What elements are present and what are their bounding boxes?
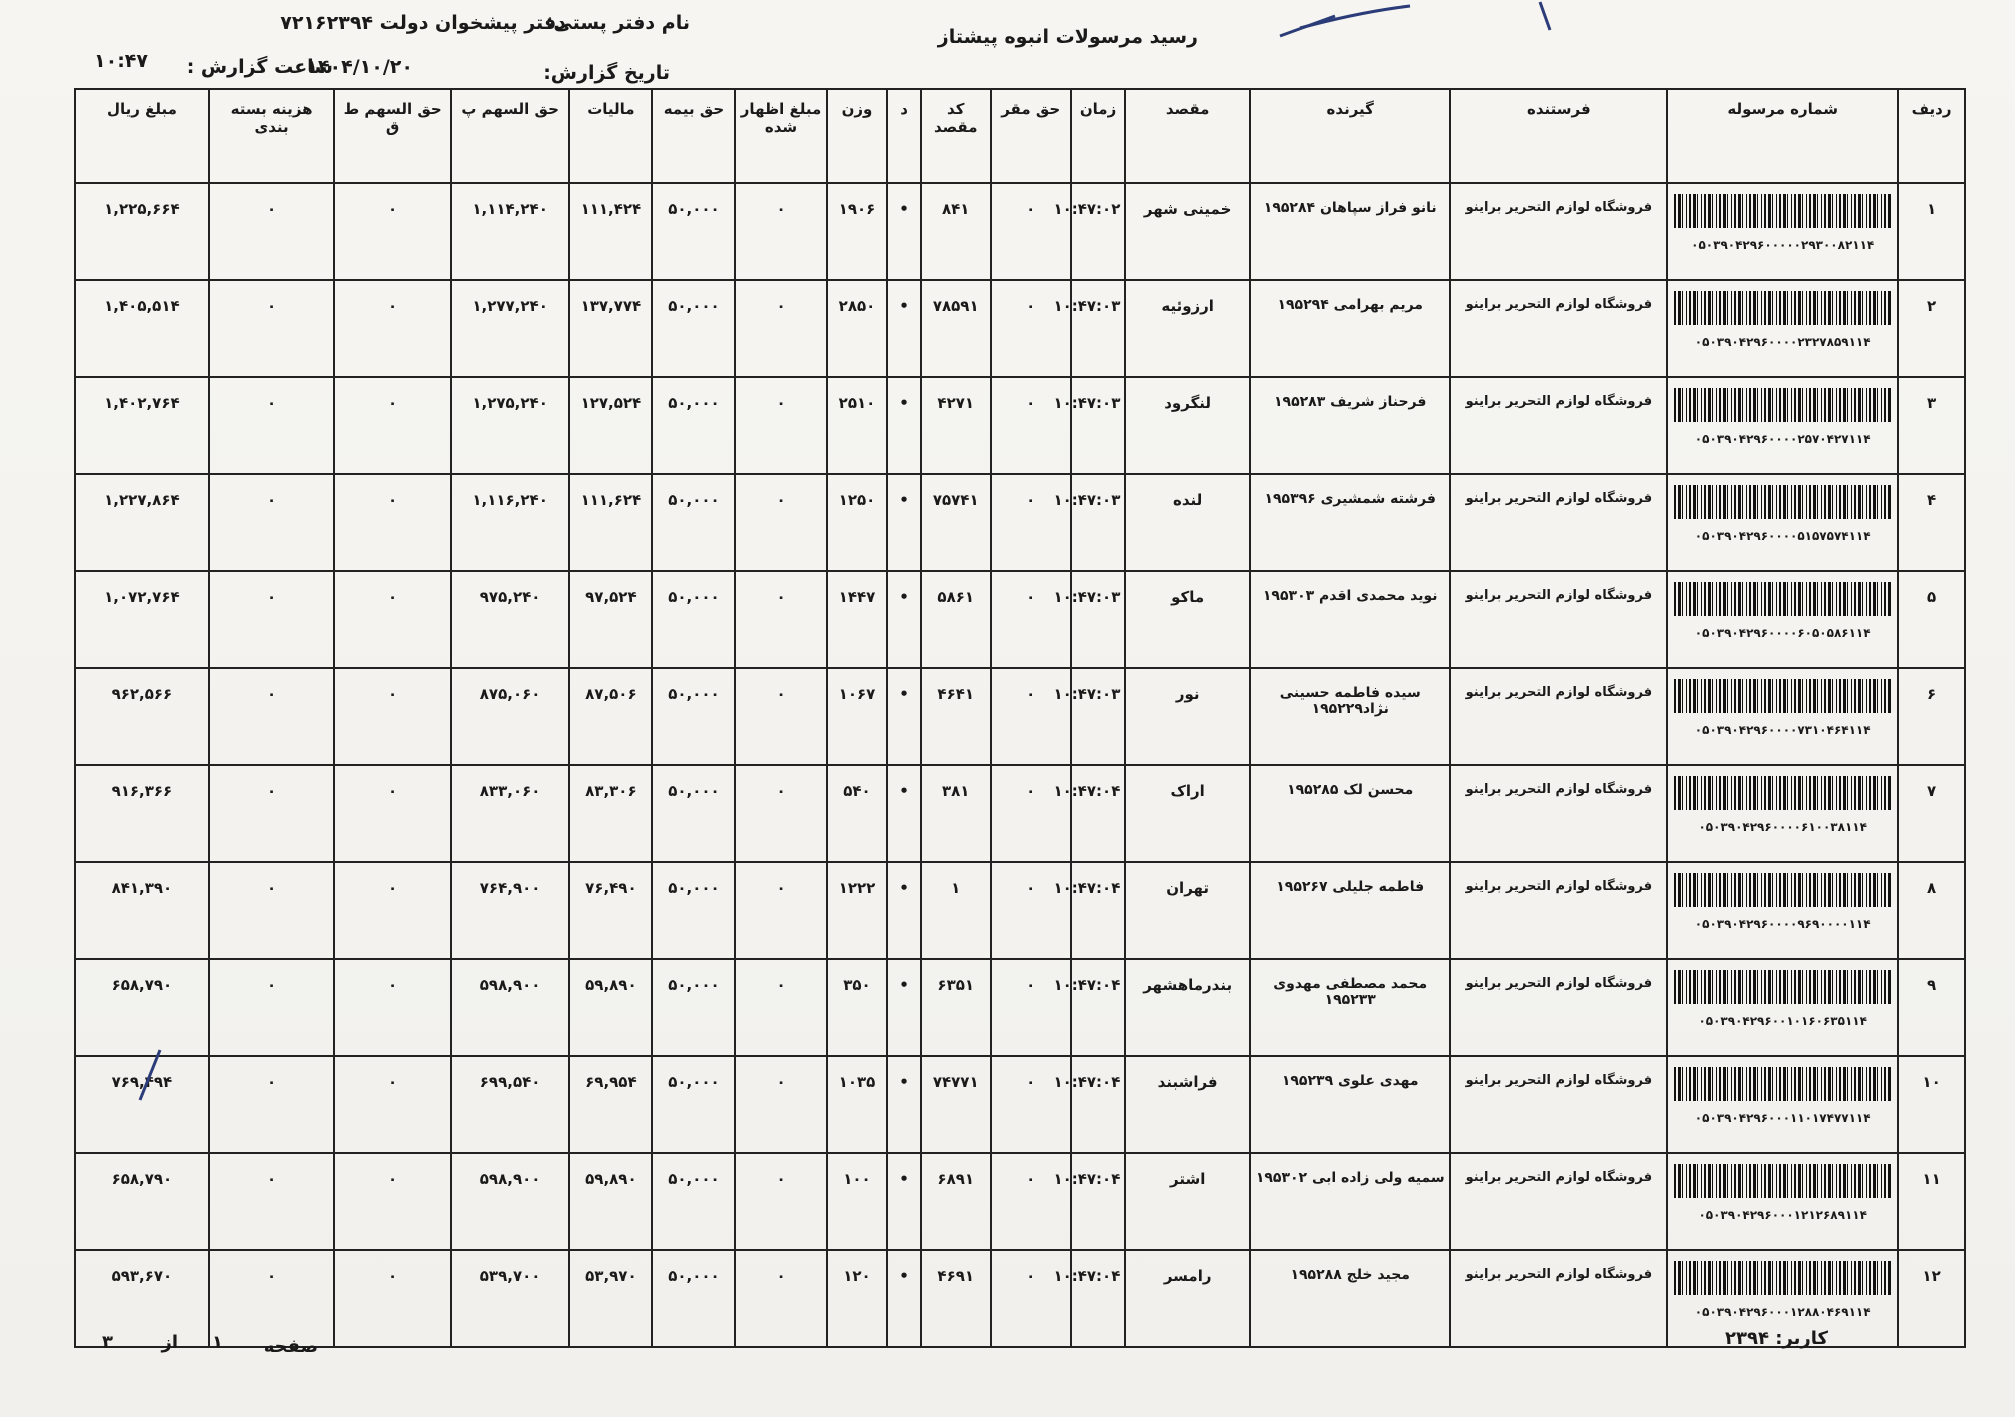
cell-share_p: ۱,۱۱۶,۲۴۰	[451, 474, 570, 571]
cell-insurance: ۵۰,۰۰۰	[652, 668, 735, 765]
cell-declared: ۰	[735, 862, 826, 959]
cell-packing: ۰	[209, 668, 335, 765]
cell-code: ۳۸۱	[921, 765, 991, 862]
report-time-label: ساعت گزارش :	[186, 56, 333, 78]
barcode-number: ۰۵۰۳۹۰۴۲۹۶۰۰۰۰۲۳۲۷۸۵۹۱۱۴	[1694, 335, 1871, 349]
cell-dest: تهران	[1125, 862, 1250, 959]
cell-share_tq: ۰	[334, 959, 450, 1056]
cell-insurance: ۵۰,۰۰۰	[652, 765, 735, 862]
cell-packing: ۰	[209, 377, 335, 474]
cell-maqar: ۰	[991, 959, 1071, 1056]
cell-n: ۷	[1898, 765, 1965, 862]
cell-code: ۵۸۶۱	[921, 571, 991, 668]
cell-n: ۴	[1898, 474, 1965, 571]
barcode-number: ۰۵۰۳۹۰۴۲۹۶۰۰۰۱۲۸۸۰۴۶۹۱۱۴	[1694, 1305, 1871, 1319]
column-header: ردیف	[1898, 89, 1965, 183]
cell-insurance: ۵۰,۰۰۰	[652, 1250, 735, 1347]
cell-d: •	[887, 474, 920, 571]
cell-d: •	[887, 1250, 920, 1347]
cell-insurance: ۵۰,۰۰۰	[652, 571, 735, 668]
cell-dest: رامسر	[1125, 1250, 1250, 1347]
cell-maqar: ۰	[991, 571, 1071, 668]
cell-sender: فروشگاه لوازم التحریر براینو	[1450, 571, 1667, 668]
cell-packing: ۰	[209, 1250, 335, 1347]
barcode-cell	[1667, 183, 1898, 280]
cell-amount: ۱,۴۰۵,۵۱۴	[75, 280, 209, 377]
cell-n: ۱	[1898, 183, 1965, 280]
cell-n: ۹	[1898, 959, 1965, 1056]
cell-d: •	[887, 1153, 920, 1250]
cell-dest: ارزوئیه	[1125, 280, 1250, 377]
cell-n: ۱۲	[1898, 1250, 1965, 1347]
report-date: ۱۴۰۴/۱۰/۲۰	[306, 56, 413, 78]
barcode-cell	[1667, 959, 1898, 1056]
cell-n: ۳	[1898, 377, 1965, 474]
cell-sender: فروشگاه لوازم التحریر براینو	[1450, 1153, 1667, 1250]
cell-share_p: ۵۹۸,۹۰۰	[451, 959, 570, 1056]
cell-packing: ۰	[209, 765, 335, 862]
barcode-graphic	[1674, 194, 1891, 228]
cell-packing: ۰	[209, 280, 335, 377]
cell-share_tq: ۰	[334, 571, 450, 668]
cell-packing: ۰	[209, 474, 335, 571]
cell-weight: ۱۰۰	[827, 1153, 888, 1250]
barcode-cell	[1667, 474, 1898, 571]
cell-receiver: فاطمه جلیلی ۱۹۵۲۶۷	[1250, 862, 1451, 959]
cell-insurance: ۵۰,۰۰۰	[652, 862, 735, 959]
cell-weight: ۱۹۰۶	[827, 183, 888, 280]
table-row	[75, 1056, 1965, 1153]
cell-share_p: ۱,۲۷۵,۲۴۰	[451, 377, 570, 474]
cell-share_p: ۱,۱۱۴,۲۴۰	[451, 183, 570, 280]
barcode-graphic	[1674, 291, 1891, 325]
cell-sender: فروشگاه لوازم التحریر براینو	[1450, 959, 1667, 1056]
column-header: مبلغ اظهار شده	[735, 89, 826, 183]
cell-share_tq: ۰	[334, 1056, 450, 1153]
cell-maqar: ۰	[991, 183, 1071, 280]
report-date-label: تاریخ گزارش:	[543, 62, 670, 84]
cell-declared: ۰	[735, 474, 826, 571]
cell-insurance: ۵۰,۰۰۰	[652, 280, 735, 377]
cell-code: ۷۴۷۷۱	[921, 1056, 991, 1153]
cell-n: ۱۰	[1898, 1056, 1965, 1153]
table-row	[75, 377, 1965, 474]
cell-tax: ۵۹,۸۹۰	[569, 1153, 652, 1250]
cell-code: ۶۸۹۱	[921, 1153, 991, 1250]
cell-n: ۸	[1898, 862, 1965, 959]
cell-maqar: ۰	[991, 377, 1071, 474]
cell-d: •	[887, 183, 920, 280]
cell-weight: ۲۵۱۰	[827, 377, 888, 474]
barcode-cell	[1667, 765, 1898, 862]
cell-d: •	[887, 668, 920, 765]
cell-sender: فروشگاه لوازم التحریر براینو	[1450, 474, 1667, 571]
cell-time: ۱۰:۴۷:۰۳	[1071, 280, 1126, 377]
post-office-label: نام دفتر پستی:	[545, 12, 690, 34]
cell-packing: ۰	[209, 1056, 335, 1153]
cell-packing: ۰	[209, 959, 335, 1056]
barcode-number: ۰۵۰۳۹۰۴۲۹۶۰۰۰۰۰۲۹۳۰۰۸۲۱۱۴	[1691, 238, 1875, 252]
barcode-cell	[1667, 668, 1898, 765]
cell-tax: ۱۱۱,۶۲۴	[569, 474, 652, 571]
cell-receiver: مهدی علوی ۱۹۵۲۳۹	[1250, 1056, 1451, 1153]
cell-maqar: ۰	[991, 280, 1071, 377]
cell-insurance: ۵۰,۰۰۰	[652, 474, 735, 571]
column-header: حق السهم ط ق	[334, 89, 450, 183]
cell-sender: فروشگاه لوازم التحریر براینو	[1450, 183, 1667, 280]
cell-share_tq: ۰	[334, 183, 450, 280]
cell-share_p: ۵۳۹,۷۰۰	[451, 1250, 570, 1347]
barcode-number: ۰۵۰۳۹۰۴۲۹۶۰۰۰۱۲۱۲۶۸۹۱۱۴	[1698, 1208, 1867, 1222]
cell-amount: ۱,۴۰۲,۷۶۴	[75, 377, 209, 474]
barcode-number: ۰۵۰۳۹۰۴۲۹۶۰۰۰۰۹۶۹۰۰۰۰۱۱۴	[1694, 917, 1871, 931]
cell-share_p: ۱,۲۷۷,۲۴۰	[451, 280, 570, 377]
cell-declared: ۰	[735, 1153, 826, 1250]
cell-time: ۱۰:۴۷:۰۴	[1071, 862, 1126, 959]
cell-amount: ۶۵۸,۷۹۰	[75, 1153, 209, 1250]
cell-receiver: فرشته شمشیری ۱۹۵۳۹۶	[1250, 474, 1451, 571]
table-row	[75, 1250, 1965, 1347]
column-header: هزینه بسته بندی	[209, 89, 335, 183]
barcode-number: ۰۵۰۳۹۰۴۲۹۶۰۰۰۰۵۱۵۷۵۷۴۱۱۴	[1694, 529, 1871, 543]
cell-tax: ۱۱۱,۴۲۴	[569, 183, 652, 280]
column-header: حق السهم پ	[451, 89, 570, 183]
cell-maqar: ۰	[991, 1153, 1071, 1250]
cell-d: •	[887, 765, 920, 862]
cell-sender: فروشگاه لوازم التحریر براینو	[1450, 862, 1667, 959]
cell-time: ۱۰:۴۷:۰۴	[1071, 765, 1126, 862]
cell-packing: ۰	[209, 571, 335, 668]
cell-d: •	[887, 571, 920, 668]
cell-receiver: فرحناز شریف ۱۹۵۲۸۳	[1250, 377, 1451, 474]
cell-time: ۱۰:۴۷:۰۲	[1071, 183, 1126, 280]
barcode-number: ۰۵۰۳۹۰۴۲۹۶۰۰۰۱۱۰۱۷۴۷۷۱۱۴	[1694, 1111, 1871, 1125]
cell-time: ۱۰:۴۷:۰۴	[1071, 1153, 1126, 1250]
cell-insurance: ۵۰,۰۰۰	[652, 959, 735, 1056]
cell-n: ۵	[1898, 571, 1965, 668]
cell-share_tq: ۰	[334, 1153, 450, 1250]
cell-share_tq: ۰	[334, 1250, 450, 1347]
cell-weight: ۲۸۵۰	[827, 280, 888, 377]
barcode-number: ۰۵۰۳۹۰۴۲۹۶۰۰۱۰۱۶۰۶۳۵۱۱۴	[1698, 1014, 1867, 1028]
cell-d: •	[887, 959, 920, 1056]
column-header: مقصد	[1125, 89, 1250, 183]
cell-weight: ۱۲۰	[827, 1250, 888, 1347]
barcode-graphic	[1674, 582, 1891, 616]
cell-sender: فروشگاه لوازم التحریر براینو	[1450, 765, 1667, 862]
cell-time: ۱۰:۴۷:۰۳	[1071, 474, 1126, 571]
table-row	[75, 183, 1965, 280]
cell-d: •	[887, 280, 920, 377]
table-row	[75, 1153, 1965, 1250]
table-row	[75, 765, 1965, 862]
column-header: حق مقر	[991, 89, 1071, 183]
cell-share_tq: ۰	[334, 377, 450, 474]
cell-receiver: سمیه ولی زاده ابی ۱۹۵۳۰۲	[1250, 1153, 1451, 1250]
barcode-graphic	[1674, 679, 1891, 713]
cell-amount: ۶۵۸,۷۹۰	[75, 959, 209, 1056]
cell-tax: ۵۳,۹۷۰	[569, 1250, 652, 1347]
cell-maqar: ۰	[991, 1056, 1071, 1153]
barcode-graphic	[1674, 970, 1891, 1004]
cell-tax: ۸۳,۳۰۶	[569, 765, 652, 862]
barcode-cell	[1667, 280, 1898, 377]
cell-time: ۱۰:۴۷:۰۳	[1071, 377, 1126, 474]
cell-sender: فروشگاه لوازم التحریر براینو	[1450, 280, 1667, 377]
cell-share_p: ۶۹۹,۵۴۰	[451, 1056, 570, 1153]
cell-declared: ۰	[735, 765, 826, 862]
cell-share_p: ۸۷۵,۰۶۰	[451, 668, 570, 765]
cell-maqar: ۰	[991, 474, 1071, 571]
cell-amount: ۵۹۳,۶۷۰	[75, 1250, 209, 1347]
cell-declared: ۰	[735, 959, 826, 1056]
barcode-cell	[1667, 862, 1898, 959]
barcode-number: ۰۵۰۳۹۰۴۲۹۶۰۰۰۰۲۵۷۰۴۲۷۱۱۴	[1694, 432, 1871, 446]
cell-time: ۱۰:۴۷:۰۳	[1071, 571, 1126, 668]
cell-amount: ۱,۲۲۵,۶۶۴	[75, 183, 209, 280]
barcode-graphic	[1674, 1261, 1891, 1295]
barcode-graphic	[1674, 776, 1891, 810]
page-total: ۳	[102, 1332, 113, 1353]
receipt-title: رسید مرسولات انبوه پیشتاز	[937, 26, 1198, 48]
column-header: شماره مرسوله	[1667, 89, 1898, 183]
page-number: ۱	[212, 1332, 223, 1353]
cell-receiver: سیده فاطمه حسینی نژاد۱۹۵۲۲۹	[1250, 668, 1451, 765]
column-header: گیرنده	[1250, 89, 1451, 183]
cell-weight: ۱۰۳۵	[827, 1056, 888, 1153]
cell-weight: ۱۴۴۷	[827, 571, 888, 668]
cell-weight: ۱۲۵۰	[827, 474, 888, 571]
cell-dest: اراک	[1125, 765, 1250, 862]
cell-insurance: ۵۰,۰۰۰	[652, 377, 735, 474]
cell-tax: ۶۹,۹۵۴	[569, 1056, 652, 1153]
cell-sender: فروشگاه لوازم التحریر براینو	[1450, 1056, 1667, 1153]
cell-dest: لنده	[1125, 474, 1250, 571]
cell-share_p: ۷۶۴,۹۰۰	[451, 862, 570, 959]
cell-insurance: ۵۰,۰۰۰	[652, 1153, 735, 1250]
cell-time: ۱۰:۴۷:۰۳	[1071, 668, 1126, 765]
cell-tax: ۱۲۷,۵۲۴	[569, 377, 652, 474]
barcode-cell	[1667, 377, 1898, 474]
cell-amount: ۸۴۱,۳۹۰	[75, 862, 209, 959]
cell-maqar: ۰	[991, 1250, 1071, 1347]
table-row	[75, 668, 1965, 765]
cell-receiver: نوید محمدی اقدم ۱۹۵۳۰۳	[1250, 571, 1451, 668]
cell-dest: خمینی شهر	[1125, 183, 1250, 280]
page-label: صفحه	[263, 1336, 318, 1357]
cell-share_p: ۸۳۳,۰۶۰	[451, 765, 570, 862]
cell-weight: ۳۵۰	[827, 959, 888, 1056]
cell-dest: ماکو	[1125, 571, 1250, 668]
cell-declared: ۰	[735, 183, 826, 280]
cell-sender: فروشگاه لوازم التحریر براینو	[1450, 668, 1667, 765]
column-header: کد مقصد	[921, 89, 991, 183]
cell-d: •	[887, 1056, 920, 1153]
barcode-cell	[1667, 571, 1898, 668]
cell-tax: ۸۷,۵۰۶	[569, 668, 652, 765]
cell-code: ۶۳۵۱	[921, 959, 991, 1056]
cell-share_p: ۹۷۵,۲۴۰	[451, 571, 570, 668]
cell-weight: ۱۰۶۷	[827, 668, 888, 765]
cell-dest: اشتر	[1125, 1153, 1250, 1250]
cell-insurance: ۵۰,۰۰۰	[652, 1056, 735, 1153]
cell-dest: نور	[1125, 668, 1250, 765]
cell-sender: فروشگاه لوازم التحریر براینو	[1450, 1250, 1667, 1347]
barcode-cell	[1667, 1056, 1898, 1153]
cell-n: ۶	[1898, 668, 1965, 765]
cell-share_tq: ۰	[334, 668, 450, 765]
barcode-cell	[1667, 1153, 1898, 1250]
pen-mark	[1240, 0, 1570, 40]
cell-code: ۷۵۷۴۱	[921, 474, 991, 571]
table-row	[75, 280, 1965, 377]
barcode-graphic	[1674, 1067, 1891, 1101]
cell-code: ۴۲۷۱	[921, 377, 991, 474]
cell-maqar: ۰	[991, 862, 1071, 959]
table-row	[75, 474, 1965, 571]
cell-declared: ۰	[735, 1250, 826, 1347]
cell-code: ۷۸۵۹۱	[921, 280, 991, 377]
column-header: حق بیمه	[652, 89, 735, 183]
cell-amount: ۷۶۹,۴۹۴	[75, 1056, 209, 1153]
cell-weight: ۱۲۲۲	[827, 862, 888, 959]
cell-receiver: مریم بهرامی ۱۹۵۲۹۴	[1250, 280, 1451, 377]
cell-tax: ۹۷,۵۲۴	[569, 571, 652, 668]
column-header: فرستنده	[1450, 89, 1667, 183]
cell-declared: ۰	[735, 668, 826, 765]
cell-time: ۱۰:۴۷:۰۴	[1071, 1250, 1126, 1347]
report-time: ۱۰:۴۷	[94, 50, 148, 72]
cell-declared: ۰	[735, 1056, 826, 1153]
cell-n: ۱۱	[1898, 1153, 1965, 1250]
cell-time: ۱۰:۴۷:۰۴	[1071, 959, 1126, 1056]
barcode-number: ۰۵۰۳۹۰۴۲۹۶۰۰۰۰۶۰۵۰۵۸۶۱۱۴	[1694, 626, 1871, 640]
cell-time: ۱۰:۴۷:۰۴	[1071, 1056, 1126, 1153]
post-office-name: دفتر پیشخوان دولت ۷۲۱۶۲۳۹۴	[280, 12, 566, 34]
cell-declared: ۰	[735, 377, 826, 474]
column-header: مبلغ ریال	[75, 89, 209, 183]
cell-share_tq: ۰	[334, 765, 450, 862]
cell-amount: ۹۱۶,۳۶۶	[75, 765, 209, 862]
cell-share_tq: ۰	[334, 474, 450, 571]
cell-insurance: ۵۰,۰۰۰	[652, 183, 735, 280]
cell-packing: ۰	[209, 183, 335, 280]
cell-d: •	[887, 862, 920, 959]
table-row	[75, 959, 1965, 1056]
barcode-graphic	[1674, 1164, 1891, 1198]
cell-weight: ۵۴۰	[827, 765, 888, 862]
cell-code: ۱	[921, 862, 991, 959]
cell-dest: بندرماهشهر	[1125, 959, 1250, 1056]
cell-amount: ۱,۲۲۷,۸۶۴	[75, 474, 209, 571]
barcode-number: ۰۵۰۳۹۰۴۲۹۶۰۰۰۰۷۳۱۰۴۶۴۱۱۴	[1694, 723, 1871, 737]
cell-maqar: ۰	[991, 668, 1071, 765]
cell-code: ۴۶۴۱	[921, 668, 991, 765]
cell-n: ۲	[1898, 280, 1965, 377]
shipments-table	[74, 88, 1966, 1348]
cell-share_tq: ۰	[334, 862, 450, 959]
cell-receiver: نانو فراز سپاهان ۱۹۵۲۸۴	[1250, 183, 1451, 280]
cell-receiver: محمد مصطفی مهدوی ۱۹۵۲۳۳	[1250, 959, 1451, 1056]
column-header: د	[887, 89, 920, 183]
cell-packing: ۰	[209, 862, 335, 959]
cell-sender: فروشگاه لوازم التحریر براینو	[1450, 377, 1667, 474]
cell-packing: ۰	[209, 1153, 335, 1250]
cell-share_tq: ۰	[334, 280, 450, 377]
table-row	[75, 571, 1965, 668]
cell-dest: لنگرود	[1125, 377, 1250, 474]
page-of-label: از	[161, 1332, 178, 1353]
barcode-graphic	[1674, 388, 1891, 422]
cell-code: ۴۶۹۱	[921, 1250, 991, 1347]
cell-receiver: محسن لک ۱۹۵۲۸۵	[1250, 765, 1451, 862]
cell-amount: ۱,۰۷۲,۷۶۴	[75, 571, 209, 668]
column-header: مالیات	[569, 89, 652, 183]
cell-declared: ۰	[735, 280, 826, 377]
cell-d: •	[887, 377, 920, 474]
barcode-graphic	[1674, 485, 1891, 519]
cell-dest: فراشبند	[1125, 1056, 1250, 1153]
table-header-row	[75, 89, 1965, 183]
barcode-number: ۰۵۰۳۹۰۴۲۹۶۰۰۰۰۶۱۰۰۳۸۱۱۴	[1698, 820, 1867, 834]
cell-share_p: ۵۹۸,۹۰۰	[451, 1153, 570, 1250]
cell-tax: ۵۹,۸۹۰	[569, 959, 652, 1056]
table-row	[75, 862, 1965, 959]
column-header: زمان	[1071, 89, 1126, 183]
cell-maqar: ۰	[991, 765, 1071, 862]
cell-receiver: مجید خلج ۱۹۵۲۸۸	[1250, 1250, 1451, 1347]
barcode-graphic	[1674, 873, 1891, 907]
user-label: کاربر: ۲۳۹۴	[1725, 1328, 1828, 1349]
cell-amount: ۹۶۲,۵۶۶	[75, 668, 209, 765]
column-header: وزن	[827, 89, 888, 183]
signature-mark	[120, 1040, 180, 1110]
cell-declared: ۰	[735, 571, 826, 668]
cell-tax: ۷۶,۴۹۰	[569, 862, 652, 959]
cell-code: ۸۴۱	[921, 183, 991, 280]
cell-tax: ۱۳۷,۷۷۴	[569, 280, 652, 377]
